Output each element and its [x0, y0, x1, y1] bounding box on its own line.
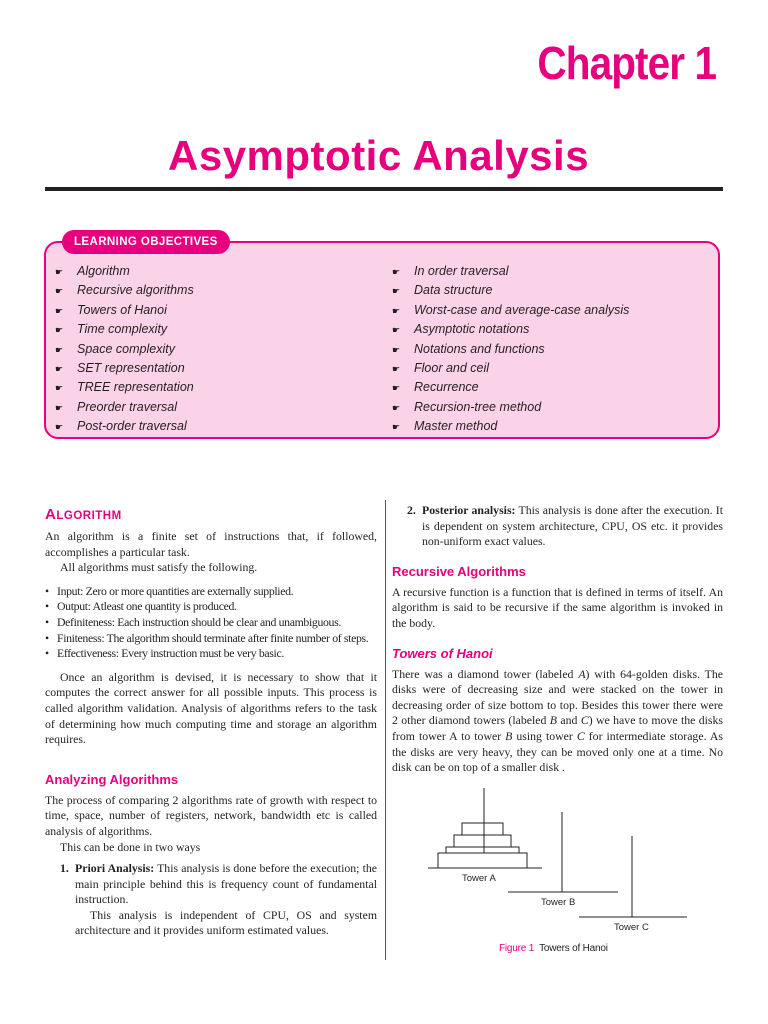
pointing-hand-icon: ☛	[55, 305, 64, 316]
objective-item: ☛ Preorder traversal	[55, 398, 194, 417]
pointing-hand-icon: ☛	[392, 325, 401, 336]
objective-item: ☛ Data structure	[392, 281, 629, 300]
pointing-hand-icon: ☛	[55, 344, 64, 355]
objective-item: ☛ TREE representation	[55, 378, 194, 397]
right-column	[392, 500, 723, 776]
objective-item: ☛ Recursive algorithms	[55, 281, 194, 300]
pointing-hand-icon: ☛	[55, 383, 64, 394]
section-heading-algorithm: ALGORITHM	[45, 506, 122, 523]
section-heading-recursive: Recursive Algorithms	[392, 563, 526, 579]
objective-item: ☛ Algorithm	[55, 262, 194, 281]
pointing-hand-icon: ☛	[55, 422, 64, 433]
disk-medium	[454, 835, 511, 847]
section-heading-analyzing: Analyzing Algorithms	[45, 771, 179, 787]
criteria-item: • Finiteness: The algorithm should terminate after finite number of steps.	[45, 630, 369, 645]
objective-item: ☛ Master method	[392, 417, 629, 436]
disk-large-top	[446, 847, 519, 853]
analysis-list-right	[392, 503, 723, 550]
chapter-title: Asymptotic Analysis	[168, 132, 590, 179]
hanoi-text: There was a diamond tower (labeled A) with 64-golden disks. The disks were of decreasing size and were stacked on the tower in decreasing order of size bottom to top. Besides this tower there were 2 other diamond towers (labeled B and C) we have to move the disks from tower A to tower B using tower C for intermediate storage. As the disks are very heavy, they can be moved only one at a time. No disk can be on top of a smaller disk .	[392, 666, 724, 775]
algorithm-criteria-list	[45, 584, 377, 662]
tower-b-label: Tower B	[541, 897, 576, 908]
towers-of-hanoi-figure	[392, 780, 723, 960]
criteria-item: • Effectiveness: Every instruction must be very basic.	[45, 646, 284, 661]
algorithm-definition: An algorithm is a finite set of instructions that, if followed, accomplishes a particular task.	[45, 529, 377, 559]
algorithm-criteria-intro: All algorithms must satisfy the following.	[60, 560, 258, 575]
disk-largest	[438, 853, 527, 868]
learning-objectives-label: LEARNING OBJECTIVES	[62, 230, 230, 254]
analyzing-text: The process of comparing 2 algorithms rate of growth with respect to time, space, number of registers, network, bandwidth etc is called analysis of algorithms.	[45, 792, 377, 838]
objective-item: ☛ Floor and ceil	[392, 359, 629, 378]
criteria-item: • Output: Atleast one quantity is produced.	[45, 599, 237, 614]
pointing-hand-icon: ☛	[55, 402, 64, 413]
objective-item: ☛ Asymptotic notations	[392, 320, 629, 339]
pointing-hand-icon: ☛	[392, 344, 401, 355]
objective-item: ☛ Towers of Hanoi	[55, 301, 194, 320]
learning-objectives-right	[392, 262, 629, 437]
pointing-hand-icon: ☛	[55, 363, 64, 374]
pointing-hand-icon: ☛	[392, 363, 401, 374]
learning-objectives-left	[55, 262, 194, 437]
tower-a-label: Tower A	[462, 873, 496, 884]
pointing-hand-icon: ☛	[392, 305, 401, 316]
pointing-hand-icon: ☛	[392, 422, 401, 433]
pointing-hand-icon: ☛	[55, 286, 64, 297]
analyzing-ways: This can be done in two ways	[60, 839, 201, 854]
analysis-item-priori: 1. Priori Analysis: This analysis is done before the execution; the main principle behind this is frequency count of fundamental instruction. This analysis is independent of CPU, OS and system architecture and it provides uniform estimated values.	[60, 861, 377, 938]
pointing-hand-icon: ☛	[392, 267, 401, 277]
title-rule	[45, 187, 723, 191]
disk-small	[462, 823, 503, 835]
objective-item: ☛ Worst-case and average-case analysis	[392, 301, 629, 320]
figure-caption-text: Towers of Hanoi	[539, 943, 608, 954]
objective-item: ☛ Recurrence	[392, 378, 629, 397]
objective-item: ☛ In order traversal	[392, 262, 629, 281]
pointing-hand-icon: ☛	[55, 325, 64, 336]
objective-item: ☛ Recursion-tree method	[392, 398, 629, 417]
section-heading-hanoi: Towers of Hanoi	[392, 645, 493, 661]
objective-item: ☛ SET representation	[55, 359, 194, 378]
figure-number: Figure 1	[499, 943, 535, 954]
objective-item: ☛ Space complexity	[55, 340, 194, 359]
criteria-item: • Definiteness: Each instruction should be clear and unambiguous.	[45, 614, 341, 629]
figure-caption	[499, 943, 608, 954]
objective-item: ☛ Time complexity	[55, 320, 194, 339]
criteria-item: • Input: Zero or more quantities are externally supplied.	[45, 583, 294, 598]
column-divider	[385, 500, 386, 960]
analysis-item-posterior: 2. Posterior analysis: This analysis is done after the execution. It is dependent on system architecture, CPU, OS etc. it provides non-uniform exact values.	[407, 503, 723, 549]
pointing-hand-icon: ☛	[392, 402, 401, 413]
chapter-number: Chapter 1	[537, 37, 716, 89]
objective-item: ☛ Post-order traversal	[55, 417, 194, 436]
recursive-text: A recursive function is a function that is defined in terms of itself. An algorithm is said to be recursive if the same algorithm is invoked in the body.	[392, 584, 723, 630]
algorithm-validation-text: Once an algorithm is devised, it is necessary to show that it computes the correct answer for all possible inputs. This process is called algorithm validation. Analysis of algorithms refers to the task of determining how much computing time and storage an algorithm requires.	[45, 669, 377, 747]
analysis-list-left	[45, 861, 377, 939]
left-column	[45, 500, 377, 939]
objective-item: ☛ Notations and functions	[392, 340, 629, 359]
pointing-hand-icon: ☛	[392, 286, 401, 297]
tower-c-label: Tower C	[614, 922, 649, 933]
pointing-hand-icon: ☛	[392, 383, 401, 394]
towers-diagram	[392, 780, 723, 940]
pointing-hand-icon: ☛	[55, 267, 64, 277]
